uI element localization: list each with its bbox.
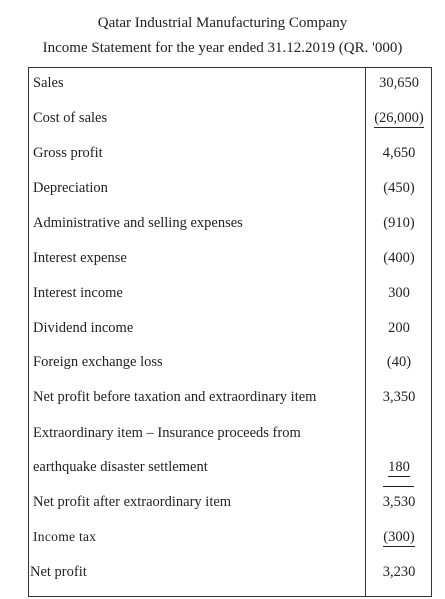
row-value-cell — [366, 108, 432, 128]
row-value: (300) — [383, 529, 415, 545]
row-value: (910) — [383, 215, 415, 231]
table-row — [0, 562, 445, 582]
table-row — [0, 423, 445, 443]
row-label: Net profit before taxation and extraordinary item — [33, 389, 317, 405]
table-row — [0, 352, 445, 372]
row-label: Cost of sales — [33, 110, 108, 126]
row-value: 3,350 — [382, 389, 416, 405]
table-row — [0, 283, 445, 303]
row-value: 300 — [388, 285, 410, 301]
table-row — [0, 143, 445, 163]
row-label: Net profit — [30, 564, 87, 580]
table-row — [0, 527, 445, 547]
row-label: Income tax — [33, 529, 97, 544]
row-label: Foreign exchange loss — [33, 354, 163, 370]
table-row — [0, 178, 445, 198]
row-label: Administrative and selling expenses — [33, 215, 243, 231]
row-value-cell — [366, 527, 432, 547]
row-value: 30,650 — [379, 75, 419, 91]
row-value: 3,230 — [382, 564, 416, 580]
row-value: (40) — [386, 354, 412, 370]
row-label: Sales — [33, 75, 64, 91]
row-label: Dividend income — [33, 320, 134, 336]
row-label: Interest income — [33, 285, 123, 301]
table-row — [0, 213, 445, 233]
row-label: Gross profit — [33, 145, 103, 161]
company-name: Qatar Industrial Manufacturing Company — [97, 15, 348, 31]
row-label: Extraordinary item – Insurance proceeds from — [33, 425, 301, 441]
row-value: (400) — [383, 250, 415, 266]
table-row — [0, 73, 445, 93]
subtotal-rule — [383, 486, 414, 487]
table-row — [0, 492, 445, 512]
row-value: 180 — [388, 459, 410, 475]
statement-title: Income Statement for the year ended 31.12.2019 (QR. '000) — [42, 40, 403, 56]
row-value-cell — [366, 457, 432, 477]
row-value: 3,530 — [382, 494, 416, 510]
row-label: Net profit after extraordinary item — [33, 494, 232, 510]
row-label: Depreciation — [33, 180, 108, 196]
row-label: Interest expense — [33, 250, 127, 266]
table-row — [0, 248, 445, 268]
row-value: (26,000) — [374, 110, 424, 126]
table-row — [0, 108, 445, 128]
table-row — [0, 318, 445, 338]
table-row — [0, 387, 445, 407]
row-label: earthquake disaster settlement — [33, 459, 208, 475]
row-value: 4,650 — [382, 145, 416, 161]
row-value: 200 — [388, 320, 410, 336]
table-row — [0, 457, 445, 477]
row-value: (450) — [383, 180, 415, 196]
